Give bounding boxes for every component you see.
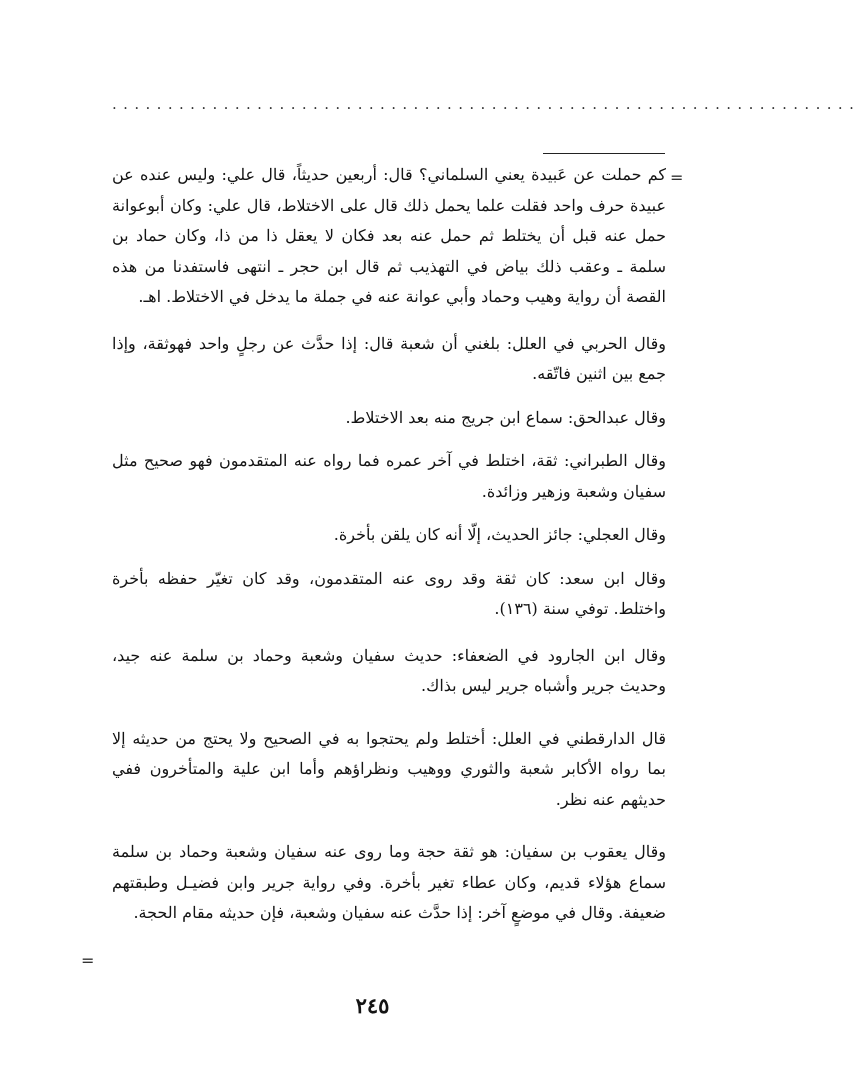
page-number: ٢٤٥: [355, 993, 390, 1018]
footnote-separator-line: [543, 153, 665, 154]
continuation-mark-top: =: [670, 168, 684, 187]
paragraph-ijli: وقال العجلي: جائز الحديث، إلّا أنه كان يلقن بأخرة.: [333, 525, 666, 544]
paragraph-tabarani: وقال الطبراني: ثقة، اختلط في آخر عمره فما رواه عنه المتقدمون فهو صحيح مثل سفيان وشعبة وزهير وزائدة.: [112, 451, 666, 501]
header-dotted-rule: ...................................................................: [112, 95, 860, 113]
footnote-text-block: [112, 160, 666, 929]
continuation-mark-bottom: =: [81, 951, 95, 970]
paragraph-daraqutni: قال الدارقطني في العلل: أختلط ولم يحتجوا به في الصحيح ولا يحتج من حديثه إلا بما رواه الأكابر شعبة والثوري ووهيب ونظراؤهم وأما ابن علية والمتأخرون ففي حديثهم عنه نظر.: [112, 728, 667, 809]
paragraph-harbi: وقال الحربي في العلل: بلغني أن شعبة قال: إذا حدَّث عن رجلٍ واحد فهوثقة، وإذا جمع بين اثنين فاتّقه.: [112, 333, 666, 383]
paragraph-ibn-saad: وقال ابن سعد: كان ثقة وقد روى عنه المتقدمون، وقد كان تغيّر حفظه بأخرة واختلط. توفي سنة (١٣٦).: [112, 568, 666, 618]
paragraph-yaqub-ibn-sufyan: وقال يعقوب بن سفيان: هو ثقة حجة وما روى عنه سفيان وشعبة وحماد بن سلمة سماع هؤلاء قديم، وكان عطاء تغير بأخرة. وفي رواية جرير وابن فضيـل وطبقتهم ضعيفة. وقال في موضعٍ آخر: إذا حدَّث عنه سفيان وشعبة، فإن حديثه مقام الحجة.: [112, 842, 666, 922]
paragraph-ubayda-narration: كم حملت عن عَبيدة يعني السلماني؟ قال: أربعين حديثاً، قال علي: وليس عنده عن عبيدة حرف واحد فقلت علما يحمل ذلك قال على الاختلاط، قال علي: وكان أبوعوانة حمل عنه قبل أن يختلط ثم حمل عنه بعد فكان لا يعقل ذا من ذا، وكان حماد بن سلمة ـ وعقب ذلك بياض في التهذيب ثم قال ابن حجر ـ انتهى فاستفدنا من هذه القصة أن رواية وهيب وحماد وأبي عوانة عنه في جملة ما يدخل في الاختلاط. اهـ.: [112, 165, 666, 306]
paragraph-abdulhaqq: وقال عبدالحق: سماع ابن جريج منه بعد الاختلاط.: [345, 407, 666, 427]
paragraph-ibn-jarud: وقال ابن الجارود في الضعفاء: حديث سفيان وشعبة وحماد بن سلمة عنه جيد، وحديث جرير وأشباه جرير ليس بذاك.: [112, 645, 666, 695]
